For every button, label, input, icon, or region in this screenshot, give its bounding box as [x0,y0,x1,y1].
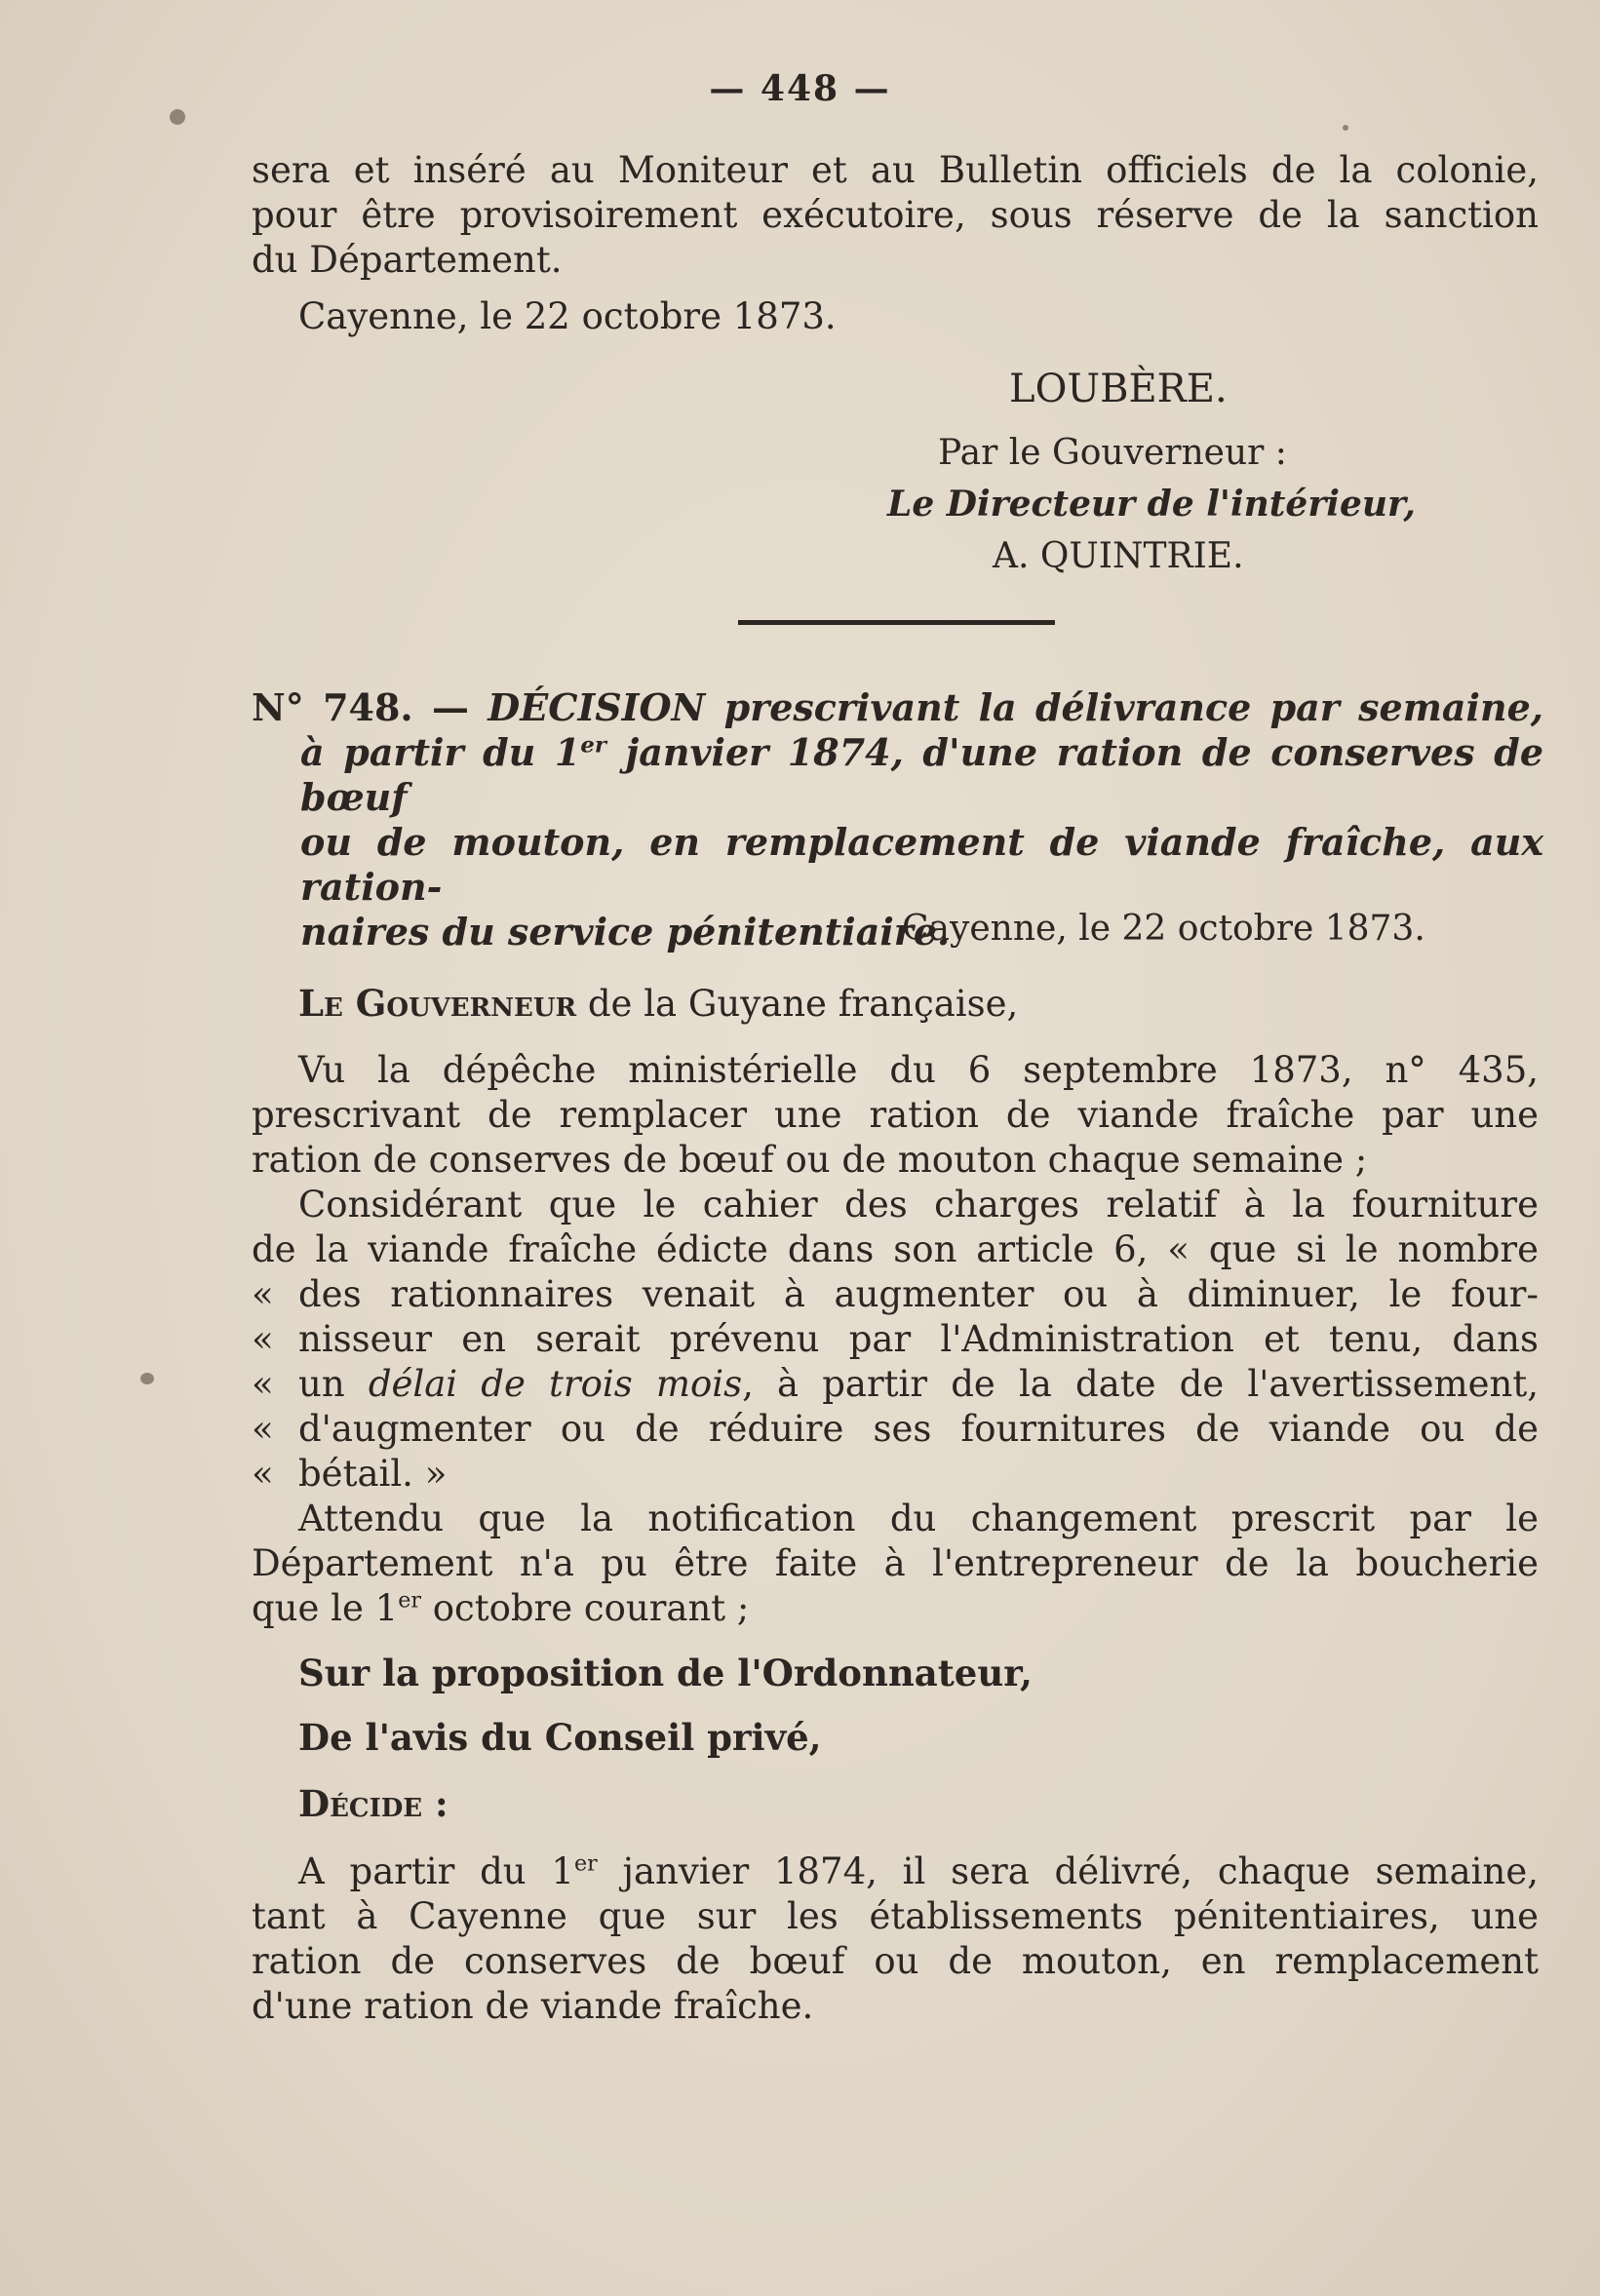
text-line: ration de conserves de bœuf ou de mouton, en remplacement [252,1940,1539,1982]
text-line: prescrivant de remplacer une ration de viande fraîche par une [252,1094,1539,1136]
decision-text: à partir du 1 [300,730,581,774]
text-line: de la viande fraîche édicte dans son article 6, « que si le nombre [252,1228,1539,1270]
intro-paragraph [252,148,1539,283]
superscript: er [398,1587,421,1614]
decision-line [252,730,1543,820]
text-line: ration de conserves de bœuf ou de mouton chaque semaine ; [252,1139,1368,1181]
body-text [252,981,1539,2029]
decision-line: naires du service pénitentiaire. [300,910,951,953]
text-line [252,1272,1539,1317]
text: janvier 1874, il sera délivré, chaque semaine, [597,1850,1539,1892]
decision-line [252,685,1543,730]
superscript: er [580,732,606,759]
text-line: Vu la dépêche ministérielle du 6 septembre 1873, n° 435, [298,1049,1539,1091]
text: octobre courant ; [420,1587,750,1629]
text-line: d'une ration de viande fraîche. [252,1985,814,2027]
text-line [252,1452,1539,1497]
governor-rest: de la Guyane française, [576,983,1019,1025]
decision-text: janvier 1874, d'une ration de conserves de bœuf [300,730,1543,819]
quote-mark: « [252,1408,274,1450]
signature-title: Le Directeur de l'intérieur, [887,484,1416,525]
text-line: Département n'a pu être faite à l'entrepreneur de la boucherie [252,1542,1539,1584]
signature-signer: A. QUINTRIE. [993,536,1244,576]
quote-mark: « [252,1318,274,1360]
text: nisseur en serait prévenu par l'Administration et tenu, dans [298,1318,1539,1360]
decision-title: DÉCISION prescrivant la délivrance par semaine, [488,685,1544,729]
text: un [298,1363,369,1405]
text-line: Sur la proposition de l'Ordonnateur, [298,1652,1033,1694]
text: d'augmenter ou de réduire ses fournitures de viande ou de [298,1408,1539,1450]
text-line: Attendu que la notification du changement prescrit par le [298,1498,1539,1539]
text-line [252,1317,1539,1362]
page-number: — 448 — [709,68,891,109]
text-line: tant à Cayenne que sur les établissements pénitentiaires, une [252,1895,1539,1937]
text-line: sera et inséré au Moniteur et au Bulletin officiels de la colonie, [252,149,1539,191]
section-divider [738,620,1055,625]
signature-name: LOUBÈRE. [1009,367,1228,411]
text-line: pour être provisoirement exécutoire, sous réserve de la sanction [252,194,1539,236]
text-line [252,1407,1539,1452]
scan-speck [170,109,185,125]
governor-title: Le Gouverneur [298,982,577,1025]
text: que le 1 [252,1587,399,1629]
date-first: Cayenne, le 22 octobre 1873. [298,295,837,337]
quote-mark: « [252,1453,274,1495]
text: bétail. » [298,1453,448,1495]
decide-label: Décide : [298,1782,449,1825]
quote-mark: « [252,1363,274,1405]
text: des rationnaires venait à augmenter ou à diminuer, le four- [298,1273,1539,1315]
governor-line [252,981,1539,1027]
date-second: Cayenne, le 22 octobre 1873. [902,909,1425,949]
signature-by: Par le Gouverneur : [938,433,1287,473]
text-line: De l'avis du Conseil privé, [298,1716,822,1759]
text: , à partir de la date de l'avertissement, [742,1363,1539,1405]
text-line [252,1362,1539,1407]
italic-text: délai de trois mois [368,1363,743,1405]
decision-line: ou de mouton, en remplacement de viande fraîche, aux ration- [300,820,1543,909]
text-line: du Département. [252,239,563,281]
scan-speck [140,1373,154,1384]
date-line [252,294,1539,339]
text-line [252,1849,1539,1894]
text-line: Considérant que le cahier des charges relatif à la fourniture [298,1184,1539,1226]
decision-number: N° 748. — [252,685,469,729]
quote-mark: « [252,1273,274,1315]
superscript: er [573,1850,598,1877]
text-line [252,1586,1539,1631]
scan-speck [1343,125,1348,131]
text: A partir du 1 [298,1850,574,1892]
